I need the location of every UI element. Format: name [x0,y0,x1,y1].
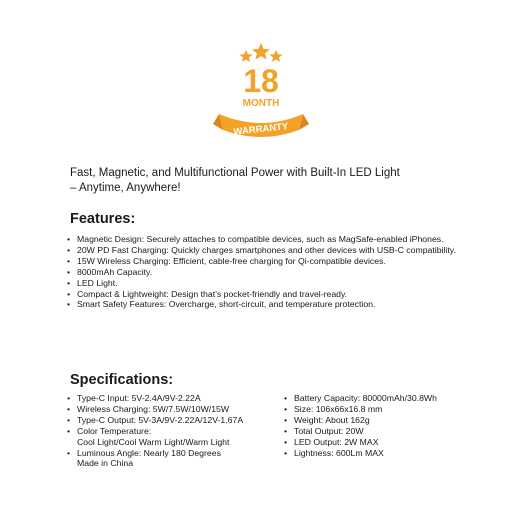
list-item: • Compact & Lightweight: Design that’s pocket-friendly and travel-ready. [66,289,466,300]
headline-line-2: – Anytime, Anywhere! [70,182,181,194]
warranty-badge-icon [213,40,309,140]
specifications-left-list [66,393,281,469]
list-item: • Total Output: 20W [283,426,483,437]
stars-icon [240,43,283,62]
features-list [66,234,466,310]
list-item: • Battery Capacity: 80000mAh/30.8Wh [283,393,483,404]
list-item-continuation: Made in China [77,458,134,469]
badge-number: 18 [243,63,279,99]
list-item: • Size: 106x66x16.8 mm [283,404,483,415]
specifications-right-list [283,393,483,458]
list-item: • Color Temperature: [66,426,281,437]
list-item: • Lightness: 600Lm MAX [283,448,483,459]
badge-unit: MONTH [242,98,280,109]
headline-line-1: Fast, Magnetic, and Multifunctional Power with Built-In LED Light [70,167,400,179]
list-item: • 8000mAh Capacity. [66,267,466,278]
specifications-title: Specifications: [70,372,174,388]
list-item: • Weight: About 162g [283,415,483,426]
list-item: • Wireless Charging: 5W/7.5W/10W/15W [66,404,281,415]
list-item-continuation: Cool Light/Cool Warm Light/Warm Light [77,436,230,447]
list-item: • LED Output: 2W MAX [283,437,483,448]
list-item: • 20W PD Fast Charging: Quickly charges smartphones and other devices with USB-C compatibility. [66,245,466,256]
list-item: • Type-C Input: 5V-2.4A/9V-2.22A [66,393,281,404]
list-item: • Luminous Angle: Nearly 180 Degrees [66,448,281,459]
list-item: • Magnetic Design: Securely attaches to compatible devices, such as MagSafe-enabled iPhones. [66,234,466,245]
badge-ribbon-text: WARRANTY [233,121,289,138]
list-item: • LED Light. [66,278,466,289]
list-item: • 15W Wireless Charging: Efficient, cable-free charging for Qi-compatible devices. [66,256,466,267]
headline [70,166,470,196]
list-item: • Smart Safety Features: Overcharge, short-circuit, and temperature protection. [66,299,466,310]
list-item: • Type-C Output: 5V-3A/9V-2.22A/12V-1.67A [66,415,281,426]
features-title: Features: [70,211,136,227]
